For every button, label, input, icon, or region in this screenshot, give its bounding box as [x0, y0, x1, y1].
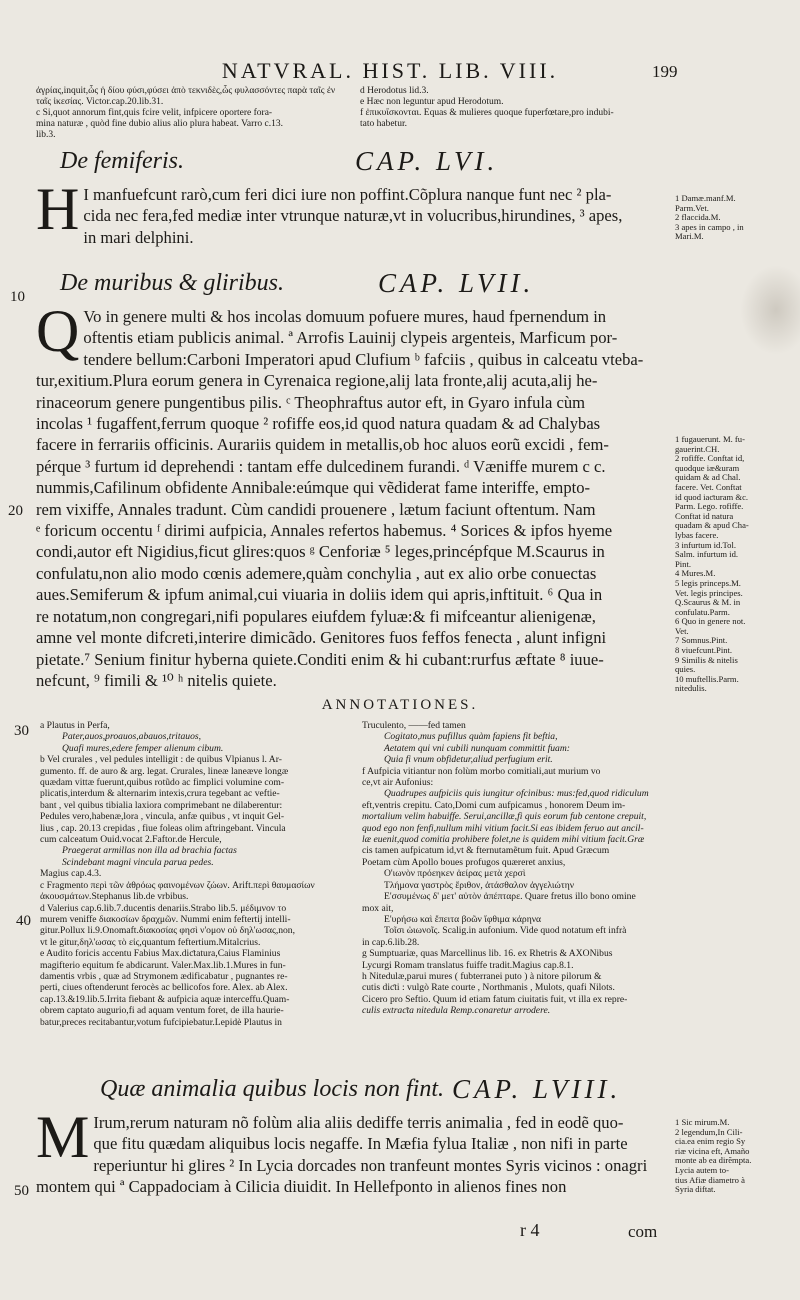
text-line: rinaceorum genere pungentibus pilis. ᶜ Theophraftus autor eft, in Gyaro infula cùm — [36, 392, 586, 412]
text-line: cida nec fera,fed mediæ inter vtrunque naturæ,vt in volucribus,hirundines, ³ apes, — [83, 206, 623, 226]
annotation-line: g Sumptuariæ, quas Marcellinus lib. 16. ex Rhetris & AXONibus — [362, 948, 613, 960]
annotation-line: mortalium velim habuiffe. Serui,ancillæ,fi quis eorum fub centone crepuit, — [362, 811, 647, 823]
annotation-line: a Plautus in Perfa, — [40, 720, 110, 731]
text-line: I manfuefcunt rarò,cum feri dici iure non poffint.Cõplura nanque funt nec ² pla- — [83, 185, 612, 204]
annotation-line: Pedules vero,habenæ,lora , vincula, anfæ quibus , vt inquit Gel- — [40, 811, 285, 823]
margin-note: 1 Sic mirum.M. — [675, 1117, 730, 1127]
annotation-line: Cogitato,mus pufillus quàm fapiens fit beftia, — [384, 731, 558, 743]
margin-note: Lycia autem to- — [675, 1164, 729, 1175]
annotation-line: Cicero pro Seftio. Quum id etiam fatum ciuitatis fuit, vt illa ex repre- — [362, 993, 628, 1005]
note-line: ἀγρίας,inquit,ὧς ἡ δίου φύσι,φύσει ἀπὸ τεκνιδὲς,ὧς φυλασσόντες παρὰ ταῖς ἐν — [36, 86, 336, 96]
annotation-line: Quafi mures,edere femper alienum cibum. — [62, 742, 224, 754]
text-line: aues.Semiferum & ipfum animal,cui viuaria in doliis idem qui apris,inftituit. ⁶ Qua in — [36, 585, 603, 605]
margin-note: 3 apes in campo , in — [675, 221, 744, 232]
margin-note: 8 viuefcunt.Pint. — [675, 645, 733, 656]
margin-note: Vet. — [675, 625, 689, 636]
annotation-line: d Valerius cap.6.lib.7.ducentis denariis.Strabo lib.5. μέδιμνον το — [40, 902, 287, 914]
annotation-line: Ο'ιωνὸν πρόεηκεν ἀείρας μετὰ χερσὶ — [384, 868, 526, 880]
top-notes-right — [360, 86, 662, 130]
annotation-line: vt le gitur,δηλ'ωσας τὸ εἰς,quantum feftertium.Mitalcrius. — [40, 936, 261, 948]
annotation-line: damentis vrbis , quæ ad Strymonem ædificabatur , pugnantes re- — [40, 970, 288, 982]
chapter-57-number: CAP. LVII. — [378, 268, 535, 298]
text-line: pérque ³ furtum id deprehendi : tantam effe dulcedinem furandi. ᵈ Væniffe murem c c. — [36, 456, 606, 476]
dropcap: H — [36, 176, 80, 242]
line-number: 30 — [14, 723, 29, 739]
annotation-line: gumento. ff. de auro & arg. legat. Crurales, lineæ laneæve longæ — [40, 765, 289, 777]
annotation-line: Praegerat armillas non illa ad brachia factas — [62, 845, 237, 857]
annotation-line: eft,ventris crepitu. Cato,Domi cum aufpicamus , honorem Deum im- — [362, 799, 626, 811]
text-line: nummis,Cafilinum obfidente Annibale:eúmque qui vẽdiderat fame interiffe, empto- — [36, 478, 591, 498]
text-line: Irum,rerum naturam nõ folùm alia aliis dediffe terris animalia , fed in eodẽ quo- — [93, 1113, 624, 1132]
margin-note: riæ vicina eft, Amaño — [675, 1145, 750, 1156]
annotation-line: Poetam cùm Apollo boues profugos quæreret anxius, — [362, 856, 566, 868]
chapter-58-number: CAP. LVIII. — [452, 1074, 622, 1104]
annotation-line: Lycurgi Romam translatus fuiffe tradit.Magius cap.8.1. — [362, 959, 574, 971]
margin-note: 7 Somnus.Pint. — [675, 635, 728, 646]
annotations-title: ANNOTATIONES. — [321, 697, 479, 713]
margin-note: 2 flaccida.M. — [675, 212, 721, 223]
chapter-56-margin-notes — [675, 194, 790, 242]
margin-note: Vet. legis principes. — [675, 587, 743, 598]
annotations-right-column — [362, 720, 668, 1017]
margin-note: Syria diftat. — [675, 1184, 716, 1195]
annotation-line: murem veniffe διακοσίων δραχμῶν. Nummi enim feftertij intelli- — [40, 913, 291, 925]
line-number: 10 — [10, 289, 25, 305]
annotation-line: perti, ciues oftenderunt ferocès ac bellicofos fore. Alex. ab Alex. — [40, 982, 288, 994]
text-line: amne vel monte difcreti,interire dimicãdo. Genitores fuos feffos fenecta , alunt infigni — [36, 628, 607, 648]
note-line: tato habetur. — [360, 119, 407, 129]
text-line: reperiuntur hi glires ² In Lycia dorcades non tranfeunt montes Syris vicinos : onagri — [93, 1155, 648, 1175]
annotation-line: cum calceatum Ouid.vocat 2.Faftor.de Hercule, — [40, 834, 222, 846]
margin-note: Parm.Vet. — [675, 202, 709, 213]
running-title: NATVRAL. HIST. LIB. VIII. — [221, 58, 559, 83]
margin-note: facere. Vet. Conftat — [675, 481, 742, 492]
note-line: c Si,quot annorum fint,quis fcire velit, infpicere oportere fora- — [36, 108, 273, 118]
annotation-line: magifterio equitum fe abdicarunt. Valer.Max.lib.1.Mures in fun- — [40, 959, 286, 971]
annotation-line: c Fragmento περὶ τῶν ἀθρόως φαινομένων ζώων. Arift.περὶ θαυμασίων — [40, 879, 315, 891]
annotation-line: Quadrupes aufpiciis quis iungitur ofcinibus: mus:fed,quod ridiculum — [384, 788, 649, 800]
text-line: facere in ferrariis officinis. Aurariis quidem in metallis,ob hoc aluos eorũ excidi , fem- — [36, 435, 609, 455]
note-line: lib.3. — [36, 130, 56, 140]
chapter-57-heading: De muribus & gliribus. — [60, 270, 285, 296]
annotation-line: plicatis,interdum & alternarim intexis,crura tegebant ac veftie- — [40, 788, 280, 800]
margin-note: 2 legendum,In Cili- — [675, 1126, 743, 1137]
annotation-line: batur,preces recitabantur,votum fufcipiebatur.Lepidè Plautus in — [40, 1016, 282, 1028]
line-number: 50 — [14, 1183, 29, 1199]
annotation-line: cis tamen aufpicatum id,vt & fternutamẽtum fuit. Apud Græcum — [362, 845, 610, 857]
chapter-56-text — [36, 176, 662, 248]
text-line: confulatu,non alio modo cœnis ademere,quàm conchylia , aut ex alio orbe conuectas — [36, 563, 597, 583]
annotation-line: obrem captato augurio,fi ad aquam ventum foret, de illa haurie- — [40, 1005, 284, 1017]
margin-note: Q.Scaurus & M. in — [675, 597, 741, 608]
margin-note: lybas facere. — [675, 529, 719, 540]
margin-note: 9 Similis & nitelis — [675, 654, 738, 665]
margin-note: monte ab ea dirĕmpta. — [675, 1155, 752, 1166]
chapter-56-number: CAP. LVI. — [355, 146, 499, 176]
margin-note: 10 muftellis.Parm. — [675, 673, 739, 684]
line-number: 40 — [16, 913, 31, 929]
text-line: tur,exitium.Plura eorum genera in Cyrenaica regione,alij lata fronte,alij acuta,alij he- — [36, 371, 598, 391]
annotation-line: Quia fi vnum obfidetur,aliud perfugium erit. — [384, 754, 553, 766]
annotation-line: lius , cap. 20.13 crepidas , fiue foleas olim aftringebant. Vincula — [40, 822, 286, 834]
annotation-line: Τοῖσι ὠιωνοῖς. Scalig.in aufonium. Vide quod notatum eft infrà — [384, 925, 627, 937]
annotation-line: in cap.6.lib.28. — [362, 936, 420, 948]
annotation-line: Ε'σσυμένως δ' μετ' αὐτὸν ἀπέπταρε. Quare fretus illo bono omine — [384, 891, 636, 903]
chapter-58-heading: Quæ animalia quibus locis non fint. — [100, 1076, 445, 1102]
annotation-line: quædam vittæ fuerunt,quibus rotũdo ac fimplici volumine com- — [40, 777, 285, 789]
signature-mark: r 4 — [520, 1220, 540, 1240]
margin-note: 2 rofiffe. Conftat id, — [675, 453, 745, 464]
ink-bleed — [740, 265, 800, 355]
annotation-line: cap.13.&19.lib.5.Irrita fiebant & aufpicia aquæ interceffu.Quam- — [40, 993, 290, 1005]
chapter-58-margin-notes — [675, 1118, 790, 1195]
annotation-line: quod ego non fenfi,nullum mihi vitium facit.Si eas ibidem feruo aut ancil- — [362, 822, 644, 834]
annotation-line: mox ait, — [362, 902, 394, 914]
annotation-line: ἀκουσμάτων.Stephanus lib.de vrbibus. — [40, 891, 189, 903]
margin-note: 1 fugauerunt. M. fu- — [675, 434, 745, 444]
text-line: oftentis etiam publicis animal. ª Arrofis Lauinij clypeis argenteis, Marficum por- — [83, 328, 618, 348]
dropcap: M — [36, 1104, 90, 1170]
text-line: incolas ¹ fugaffent,ferrum quoque ² rofiffe eos,id quod natura quadam & ad Chalybas — [36, 414, 601, 434]
text-line: nefcunt, ⁹ fimili & ¹⁰ ʰ nitelis quiete. — [36, 670, 277, 690]
margin-note: tius Afiæ diametro à — [675, 1174, 745, 1185]
annotation-line: Τλήμονα γαστρὸς ἔριθον, ἀτάσθαλον ἀγγελιώτην — [384, 879, 575, 891]
margin-note: id quod iaƈturam &c. — [675, 491, 749, 502]
annotation-line: h Nitedulæ,parui mures ( fubterranei puto ) à nitore pilorum & — [362, 970, 602, 982]
top-notes-left — [36, 86, 354, 141]
annotation-line: Pater,auos,proauos,abauos,tritauos, — [62, 731, 202, 743]
dropcap: Q — [36, 298, 80, 364]
margin-note: 4 Mures.M. — [675, 568, 716, 579]
margin-note: Parm. Lego. rofiffe. — [675, 501, 744, 512]
annotations-left-column — [40, 720, 352, 1028]
chapter-56-heading: De femiferis. — [60, 148, 184, 174]
text-line: ᵉ foricum occentu ᶠ dirimi aufpicia, Annales refertos habemus. ⁴ Sorices & ipfos hyeme — [36, 521, 613, 541]
note-line: d Herodotus lid.3. — [360, 86, 429, 96]
margin-note: quadam & apud Cha- — [675, 520, 749, 531]
annotation-line: Magius cap.4.3. — [40, 868, 102, 880]
annotation-line: bant , vel quibus tibialia laxiora comprimebant ne dilaberentur: — [40, 799, 283, 811]
annotation-line: Truculento, ——fed tamen — [362, 720, 466, 731]
margin-note: nitedulis. — [675, 683, 707, 694]
text-line: rem vixiffe, Annales tradunt. Cùm candidi prouenere , lætum faciunt oftentum. Nam — [36, 499, 596, 519]
margin-note: 5 legis princeps.M. — [675, 577, 741, 588]
annotation-line: e Audito foricis accentu Fabius Max.diƈtatura,Caius Flaminius — [40, 948, 281, 960]
margin-note: quies. — [675, 664, 696, 675]
annotation-line: cutis diƈti : vulgò Rate courte , Northmanis , Mulots, quafi Nilots. — [362, 982, 615, 994]
annotation-line: læ euenit,quod comitia prohibere folet,ne is quidem mihi vitium facit.Græ — [362, 834, 645, 846]
annotation-line: gitur.Pollux li.9.Onomaft.διακοσίας φησὶ ν'ομον οὐ δηλ'ωσας,non, — [40, 925, 296, 937]
line-number: 20 — [8, 503, 23, 519]
margin-note: Salm. infurtum id. — [675, 549, 739, 560]
text-line: tendere bellum:Carboni Imperatori apud Clufium ᵇ fafciis , quibus in calceatu vteba- — [83, 349, 644, 369]
folio-number: 199 — [652, 62, 678, 81]
text-line: re notatum,non congregari,nifi populares eiufdem fyluæ:& fi mifceantur alienigenæ, — [36, 606, 596, 626]
annotation-line: culis extraƈta nitedula Remp.conaretur arrodere. — [362, 1005, 551, 1017]
text-line: montem qui ª Cappadociam à Cilicia diuidit. In Hellefponto in alienos fines non — [36, 1177, 567, 1197]
note-line: ταῖς ἱκεσίας. Victor.cap.20.lib.31. — [36, 97, 164, 107]
margin-note: cia.ea enim regio Sy — [675, 1136, 746, 1147]
margin-note: quodque iæ&uram — [675, 462, 740, 473]
text-line: que fitu quædam aliquibus locis negaffe. In Mæfia fylua Italiæ , non nifi in parte — [93, 1134, 628, 1154]
note-line: e Hæc non leguntur apud Herodotum. — [360, 97, 504, 107]
annotation-line: f Aufpicia vitiantur non folùm morbo comitiali,aut murium vo — [362, 765, 601, 777]
annotation-line: Aetatem qui vni cubili nunquam committit fuam: — [384, 742, 570, 754]
chapter-57-text — [36, 298, 662, 691]
margin-note: 3 infurtum id.Tol. — [675, 539, 736, 550]
text-line: in mari delphini. — [83, 227, 194, 247]
margin-note: Conftat id natura — [675, 510, 734, 521]
note-line: mina naturæ , quòd fine dubio alius alio plura habeat. Varro c.13. — [36, 119, 284, 129]
text-line: pietate.⁷ Senium finitur hyberna quiete.Conditi enim & hi cubant:rurfus æftate ⁸ iuue- — [36, 649, 604, 669]
annotation-line: Scindebant magni vincula parua pedes. — [62, 856, 214, 868]
margin-note: gauerint.CH. — [675, 443, 720, 454]
margin-note: 6 Quo in genere not. — [675, 616, 746, 627]
text-line: Vo in genere multi & hos incolas domuum pofuere mures, haud fpernendum in — [83, 307, 607, 326]
text-line: condi,autor eft Nigidius,ficut glires:quos ᵍ Cenforiæ ⁵ leges,princépfque M.Scaurus in — [36, 542, 605, 562]
catchword: com — [628, 1222, 658, 1241]
margin-note: Mari.M. — [675, 231, 704, 242]
margin-note: 1 Damæ.manf.M. — [675, 193, 736, 203]
margin-note: quidam & ad Chal. — [675, 472, 741, 483]
margin-note: Pint. — [675, 558, 691, 569]
chapter-57-margin-notes — [675, 435, 790, 694]
margin-note: confulatu.Parm. — [675, 606, 730, 617]
annotation-line: b Vel crurales , vel pedules intelligit : de quibus Vlpianus l. Ar- — [40, 754, 282, 766]
chapter-58-text — [36, 1104, 662, 1198]
annotation-line: ce,vt air Aufonius: — [362, 777, 434, 789]
note-line: f ἐπικυΐσκονται. Equas & mulieres quoque fuperfœtare,pro indubi- — [360, 108, 614, 118]
annotation-line: Ε'υρήσω καὶ ἔπειτα βοῶν ἴφθιμα κάρηνα — [384, 913, 542, 925]
